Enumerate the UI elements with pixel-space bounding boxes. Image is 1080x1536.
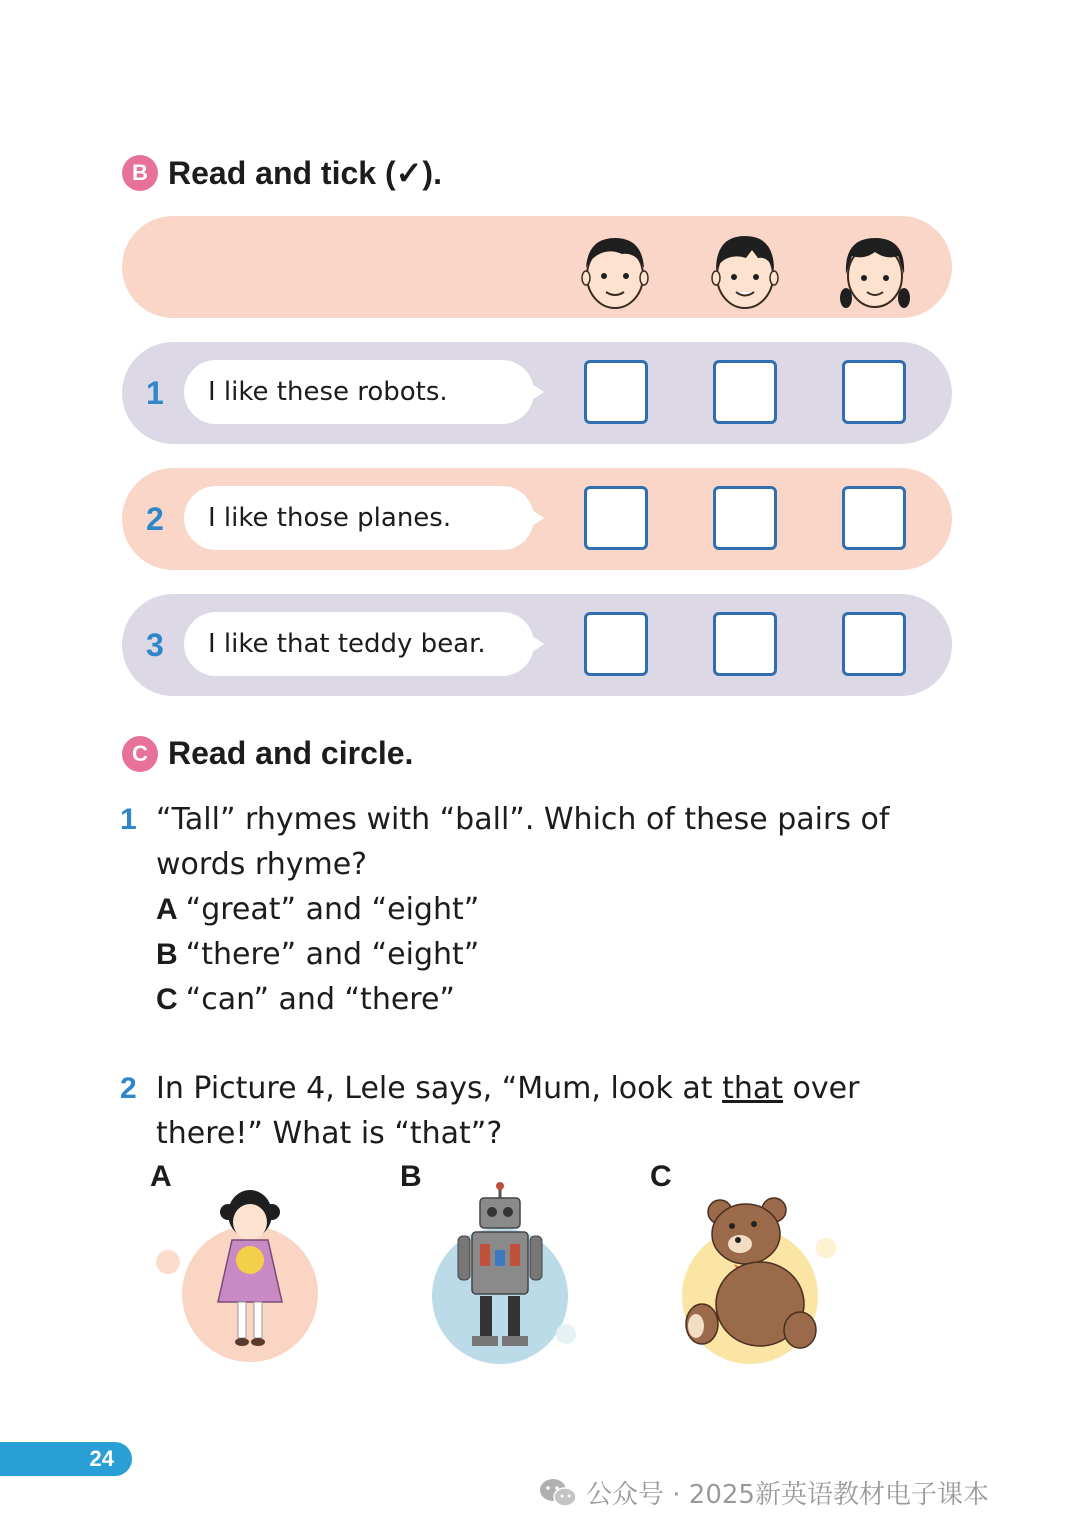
tick-row-2 bbox=[122, 468, 952, 570]
tick-box-row2-col2[interactable] bbox=[713, 486, 777, 550]
option-letter: B bbox=[156, 938, 178, 971]
page-number: 24 bbox=[89, 1446, 114, 1471]
question-2-line-2: there!” What is “that”? bbox=[156, 1116, 503, 1151]
question-1-line-2: words rhyme? bbox=[156, 847, 368, 882]
question-number: 2 bbox=[120, 1072, 137, 1105]
section-c-title bbox=[122, 735, 413, 772]
row-number: 2 bbox=[146, 500, 164, 537]
tick-box-row2-col3[interactable] bbox=[842, 486, 906, 550]
option-a[interactable] bbox=[120, 887, 889, 932]
section-b-title bbox=[122, 154, 442, 192]
question-1 bbox=[120, 797, 889, 1022]
watermark-text: 公众号 · 2025新英语教材电子课本 bbox=[586, 1480, 989, 1510]
teddy-bear-picture[interactable] bbox=[650, 1180, 850, 1370]
page-number-tab bbox=[0, 1442, 132, 1476]
wechat-icon bbox=[538, 1477, 578, 1509]
question-2-text-b: over bbox=[783, 1071, 860, 1106]
tick-row-1 bbox=[122, 342, 952, 444]
tick-box-row3-col1[interactable] bbox=[584, 612, 648, 676]
option-text: “there” and “eight” bbox=[185, 937, 480, 972]
section-b-badge: B bbox=[122, 155, 158, 191]
question-2-text-a: In Picture 4, Lele says, “Mum, look at bbox=[156, 1071, 723, 1106]
tick-box-row1-col3[interactable] bbox=[842, 360, 906, 424]
question-number: 1 bbox=[120, 803, 137, 836]
tick-box-row3-col3[interactable] bbox=[842, 612, 906, 676]
girl-face-icon bbox=[838, 230, 912, 312]
speech-bubble: I like those planes. bbox=[184, 486, 534, 550]
faces-header-band bbox=[122, 216, 952, 318]
option-c[interactable] bbox=[120, 977, 889, 1022]
option-b[interactable] bbox=[120, 932, 889, 977]
row-number: 1 bbox=[146, 374, 164, 411]
picture-letter-c: C bbox=[650, 1160, 672, 1193]
option-text: “great” and “eight” bbox=[185, 892, 480, 927]
underlined-word: that bbox=[722, 1071, 784, 1106]
speech-bubble: I like that teddy bear. bbox=[184, 612, 534, 676]
option-letter: A bbox=[156, 893, 178, 926]
tick-box-row1-col2[interactable] bbox=[713, 360, 777, 424]
tick-box-row3-col2[interactable] bbox=[713, 612, 777, 676]
tick-box-row1-col1[interactable] bbox=[584, 360, 648, 424]
option-letter: C bbox=[156, 983, 178, 1016]
question-2 bbox=[120, 1066, 859, 1156]
tick-box-row2-col1[interactable] bbox=[584, 486, 648, 550]
question-1-line-1: “Tall” rhymes with “ball”. Which of these pairs of bbox=[156, 802, 890, 837]
question-2-line-1 bbox=[120, 1066, 859, 1111]
speech-bubble: I like these robots. bbox=[184, 360, 534, 424]
picture-letter-b: B bbox=[400, 1160, 422, 1193]
row-number: 3 bbox=[146, 626, 164, 663]
boy-face-1-icon bbox=[578, 230, 652, 312]
tick-row-3 bbox=[122, 594, 952, 696]
section-b-heading: Read and tick (✓). bbox=[168, 155, 442, 191]
section-c-heading: Read and circle. bbox=[168, 735, 414, 771]
doll-picture[interactable] bbox=[150, 1180, 350, 1370]
boy-face-2-icon bbox=[708, 230, 782, 312]
watermark bbox=[538, 1474, 989, 1511]
robot-picture[interactable] bbox=[400, 1180, 600, 1370]
option-text: “can” and “there” bbox=[185, 982, 455, 1017]
picture-letter-a: A bbox=[150, 1160, 172, 1193]
section-c-badge: C bbox=[122, 736, 158, 772]
